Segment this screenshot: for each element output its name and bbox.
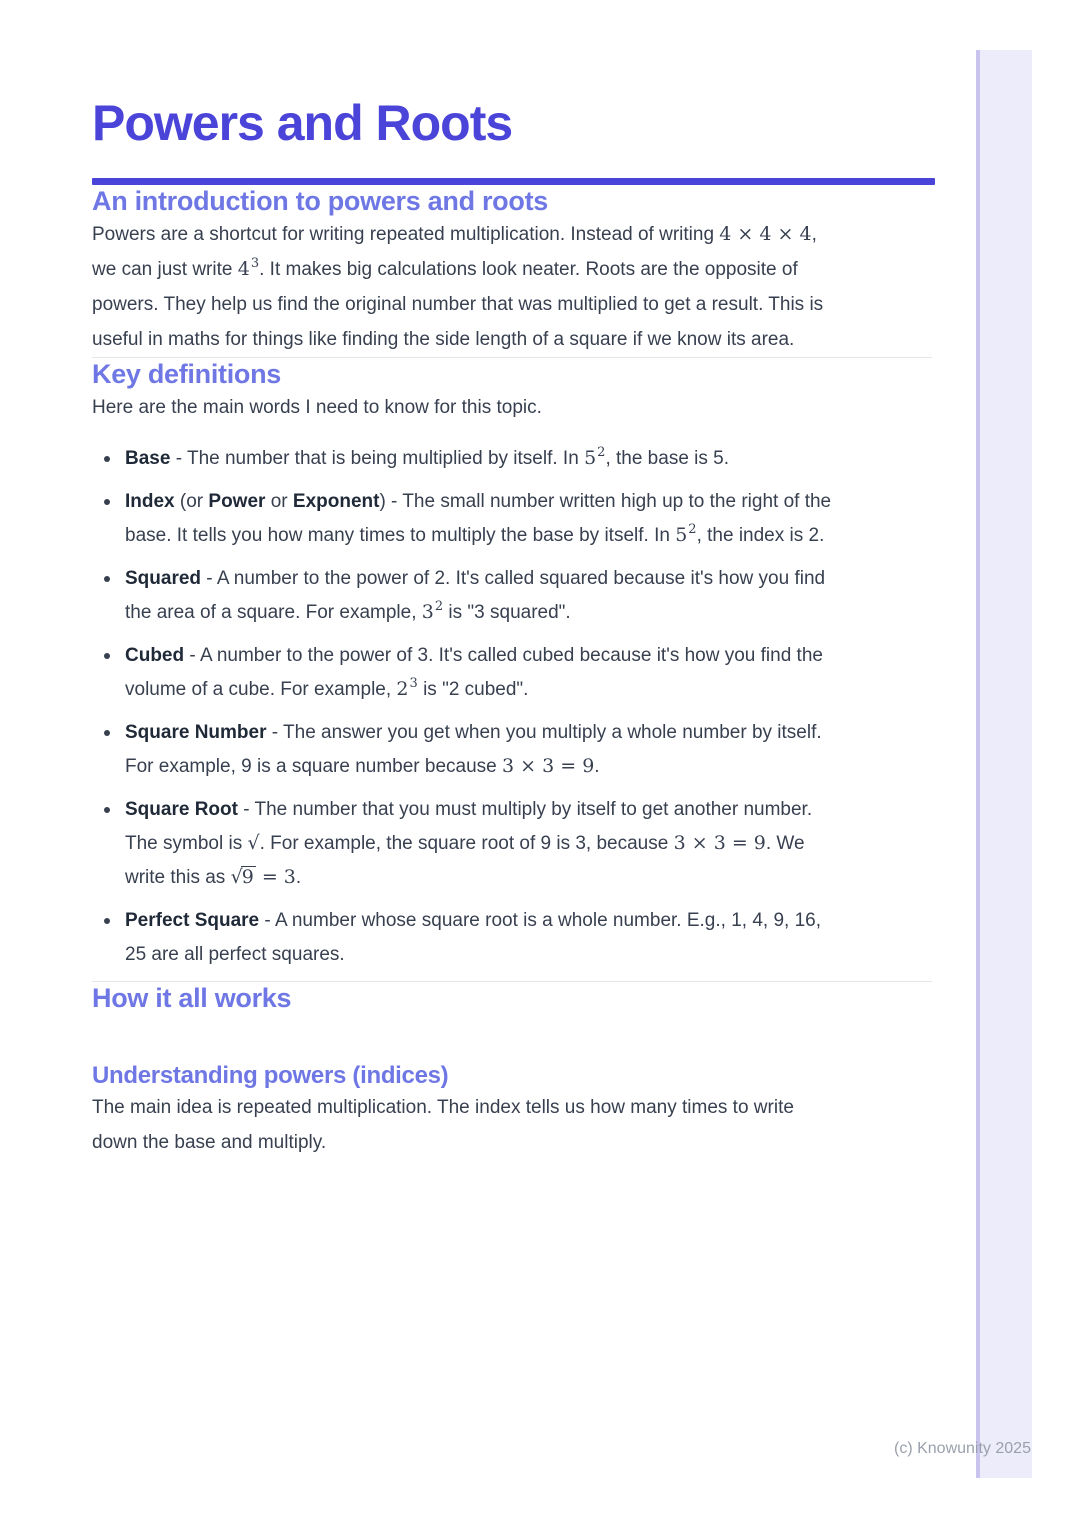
section-heading-key-definitions: Key definitions: [92, 359, 282, 389]
document-content: [92, 95, 937, 1160]
list-item-base: Base - The number that is being multiplied by itself. In $5^2$, the base is 5.: [92, 442, 834, 476]
key-definitions-lead: Here are the main words I need to know for this topic.: [92, 397, 542, 418]
definitions-list: [92, 442, 834, 972]
section-heading-how-it-works: How it all works: [92, 983, 292, 1013]
page-title: Powers and Roots: [92, 95, 513, 151]
title-underline-rule: [92, 178, 935, 185]
list-item-perfect-square: Perfect Square - A number whose square root is a whole number. E.g., 1, 4, 9, 16, 25 are all perfect squares.: [92, 904, 834, 972]
list-item-square-number: Square Number - The answer you get when you multiply a whole number by itself. For example, 9 is a square number because 3 × 3 = 9.: [92, 716, 834, 784]
introduction-paragraph: Powers are a shortcut for writing repeated multiplication. Instead of writing 4 × 4 × 4, we can just write $4^3$. It makes big calculations look neater. Roots are the opposite of powers. They help us find the original number that was multiplied to get a result. This is useful in maths for things like finding the side length of a square if we know its area.: [92, 223, 824, 350]
copyright-watermark: (c) Knowunity 2025: [894, 1440, 1031, 1457]
list-item-index: Index (or Power or Exponent) - The small number written high up to the right of the base. It tells you how many times to multiply the base by itself. In $5^2$, the index is 2.: [92, 485, 834, 553]
section-heading-introduction: An introduction to powers and roots: [92, 186, 548, 216]
how-it-works-paragraph: The main idea is repeated multiplication. The index tells us how many times to write down the base and multiply.: [92, 1097, 794, 1153]
page-side-stripe: [976, 50, 1032, 1478]
subsection-heading-understanding-powers: Understanding powers (indices): [92, 1062, 449, 1089]
list-item-square-root: Square Root - The number that you must multiply by itself to get another number. The symbol is √. For example, the square root of 9 is 3, because 3 × 3 = 9. We write this as √9 = 3.: [92, 793, 834, 895]
list-item-cubed: Cubed - A number to the power of 3. It's called cubed because it's how you find the volume of a cube. For example, $2^3$ is "2 cubed".: [92, 639, 834, 707]
list-item-squared: Squared - A number to the power of 2. It's called squared because it's how you find the area of a square. For example, $3^2$ is "3 squared".: [92, 562, 834, 630]
